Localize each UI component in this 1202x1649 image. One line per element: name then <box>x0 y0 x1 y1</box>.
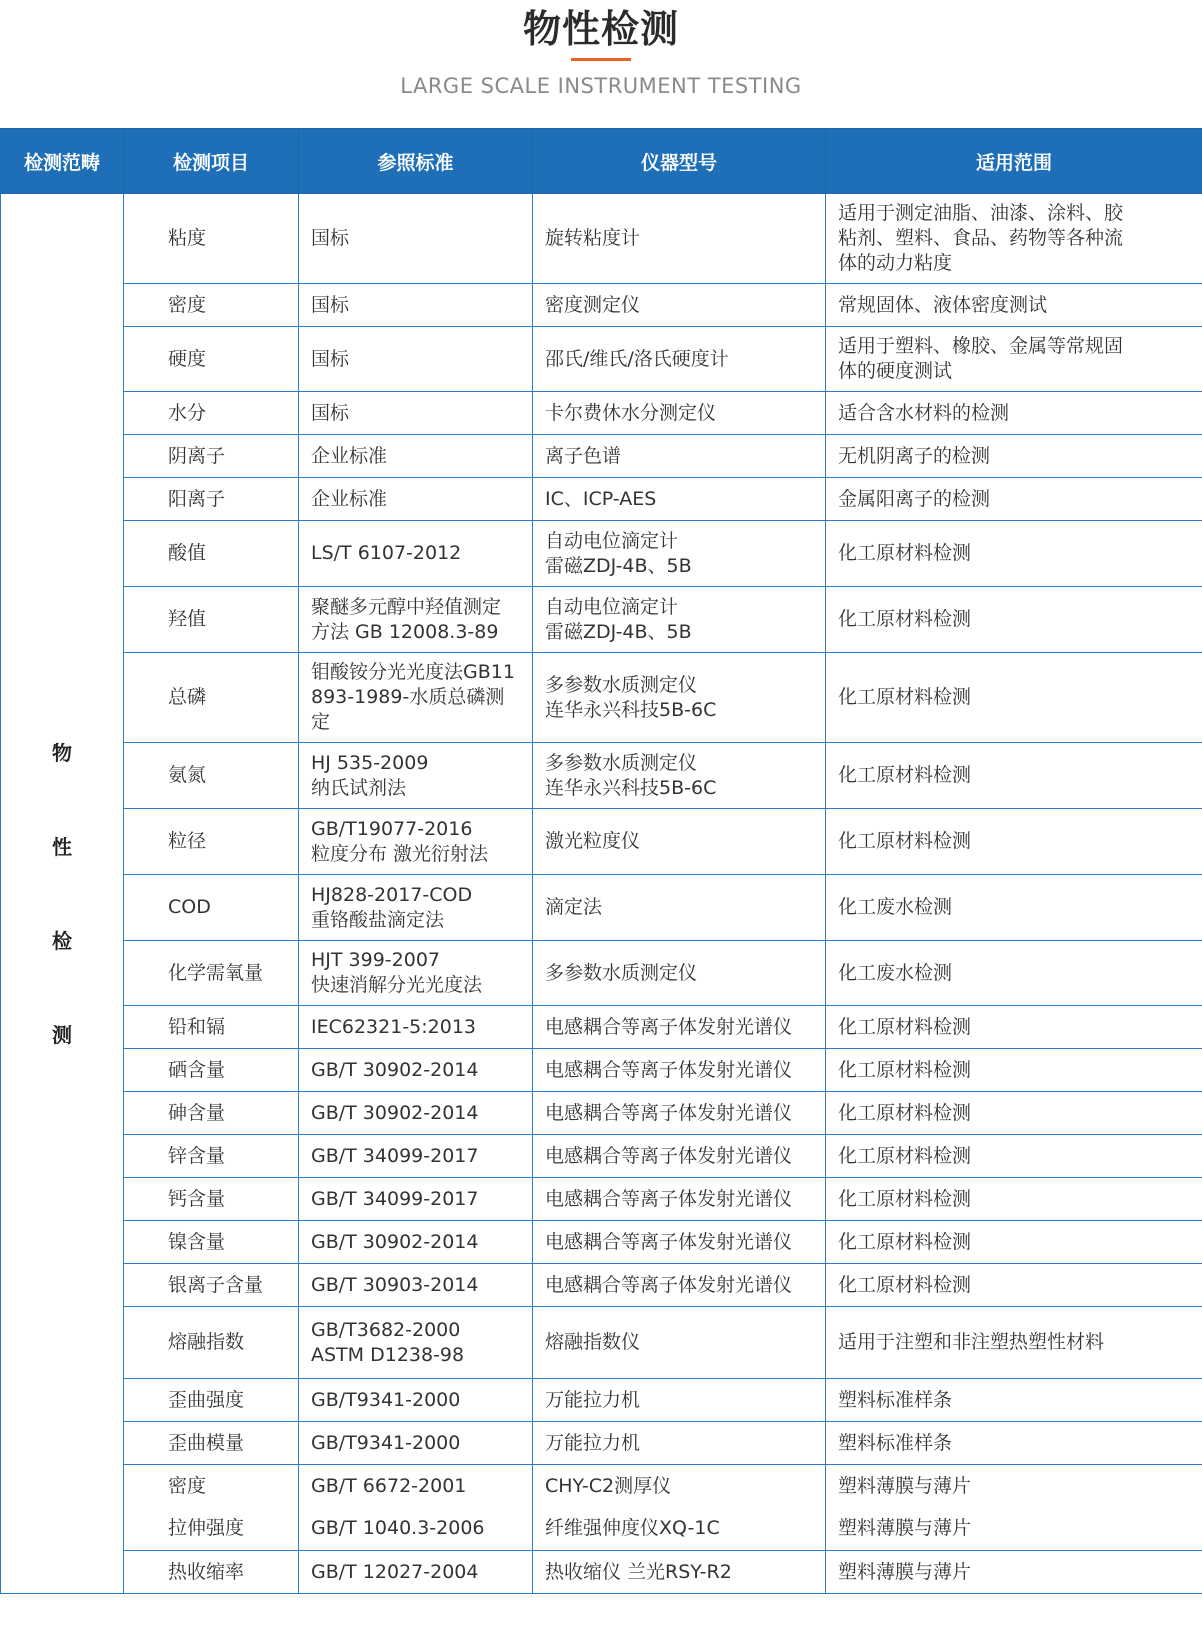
standard-cell-line: GB/T 30902-2014 <box>311 1230 479 1253</box>
table-row <box>1 653 1202 743</box>
item-cell: 歪曲强度 <box>124 1379 299 1422</box>
standard-cell-line: GB/T 1040.3-2006 <box>311 1517 485 1540</box>
standard-cell <box>299 1178 533 1221</box>
standard-cell-line: GB/T 6672-2001 <box>311 1474 467 1497</box>
instrument-cell <box>533 875 826 941</box>
item-cell: 水分 <box>124 392 299 435</box>
category-char: 检 <box>52 928 72 953</box>
scope-cell-line: 适合含水材料的检测 <box>838 401 1010 424</box>
table-row <box>1 743 1202 809</box>
table-row <box>1 194 1202 284</box>
standard-cell-line: GB/T 34099-2017 <box>311 1144 479 1167</box>
scope-cell <box>826 392 1202 435</box>
table-row <box>1 478 1202 521</box>
scope-cell <box>826 521 1202 587</box>
scope-cell-line: 体的动力粘度 <box>838 252 953 274</box>
scope-cell-line: 塑料薄膜与薄片 <box>838 1560 972 1583</box>
scope-cell-line: 化工废水检测 <box>838 961 953 984</box>
item-cell: 羟值 <box>124 587 299 653</box>
standard-cell <box>299 1092 533 1135</box>
item-cell: 阴离子 <box>124 435 299 478</box>
standard-cell-line: 快速消解分光光度法 <box>311 974 483 996</box>
scope-cell <box>826 1264 1202 1307</box>
standard-cell-line: GB/T 30902-2014 <box>311 1101 479 1124</box>
scope-cell <box>826 435 1202 478</box>
instrument-cell-line: 旋转粘度计 <box>545 227 641 249</box>
column-header-scope: 适用范围 <box>826 129 1202 194</box>
standard-cell-line: 国标 <box>311 227 350 249</box>
scope-cell <box>826 809 1202 875</box>
scope-cell-line: 化工废水检测 <box>838 896 953 918</box>
instrument-cell <box>533 941 826 1006</box>
scope-cell <box>826 875 1202 941</box>
scope-cell <box>826 1049 1202 1092</box>
table-row <box>1 1379 1202 1422</box>
table-row <box>1 1422 1202 1465</box>
scope-cell-line: 塑料标准样条 <box>838 1431 953 1454</box>
page-subtitle: LARGE SCALE INSTRUMENT TESTING <box>400 74 802 98</box>
table-row <box>1 1465 1202 1508</box>
instrument-cell-line: 自动电位滴定计 <box>545 595 679 618</box>
table-row <box>1 392 1202 435</box>
instrument-cell-line: 自动电位滴定计 <box>545 529 679 552</box>
instrument-cell <box>533 1379 826 1422</box>
instrument-cell-line: 连华永兴科技5B-6C <box>545 698 717 721</box>
standard-cell-line: GB/T9341-2000 <box>311 1388 461 1411</box>
column-header-category: 检测范畴 <box>1 129 124 194</box>
scope-cell <box>826 941 1202 1006</box>
item-cell: 粒径 <box>124 809 299 875</box>
item-cell: 歪曲模量 <box>124 1422 299 1465</box>
table-row <box>1 1307 1202 1379</box>
scope-cell <box>826 1422 1202 1465</box>
table-row <box>1 521 1202 587</box>
instrument-cell <box>533 1264 826 1307</box>
column-header-standard: 参照标准 <box>299 129 533 194</box>
scope-cell <box>826 1465 1202 1508</box>
instrument-cell-line: 电感耦合等离子体发射光谱仪 <box>545 1101 793 1124</box>
item-cell: 钙含量 <box>124 1178 299 1221</box>
scope-cell-line: 适用于注塑和非注塑热塑性材料 <box>838 1331 1105 1353</box>
standard-cell-line: 方法 GB 12008.3-89 <box>311 620 499 643</box>
instrument-cell <box>533 521 826 587</box>
item-cell: 化学需氧量 <box>124 941 299 1006</box>
table-row <box>1 809 1202 875</box>
standard-cell <box>299 327 533 392</box>
standard-cell <box>299 392 533 435</box>
instrument-cell <box>533 1006 826 1049</box>
item-cell: 密度 <box>124 1465 299 1508</box>
scope-cell <box>826 653 1202 743</box>
scope-cell-line: 化工原材料检测 <box>838 686 972 708</box>
instrument-cell <box>533 194 826 284</box>
instrument-cell-line: 电感耦合等离子体发射光谱仪 <box>545 1058 793 1081</box>
instrument-cell <box>533 809 826 875</box>
table-row <box>1 327 1202 392</box>
instrument-cell-line: 多参数水质测定仪 <box>545 961 698 984</box>
standard-cell <box>299 1307 533 1379</box>
scope-cell <box>826 1379 1202 1422</box>
category-char: 性 <box>52 834 72 859</box>
instrument-cell <box>533 1178 826 1221</box>
standard-cell <box>299 1551 533 1594</box>
item-cell: COD <box>124 875 299 941</box>
table-row <box>1 1135 1202 1178</box>
standard-cell <box>299 809 533 875</box>
category-char: 物 <box>52 740 72 765</box>
scope-cell <box>826 1307 1202 1379</box>
scope-cell <box>826 1092 1202 1135</box>
item-cell: 酸值 <box>124 521 299 587</box>
scope-cell-line: 常规固体、液体密度测试 <box>838 293 1048 316</box>
item-cell: 密度 <box>124 284 299 327</box>
instrument-cell <box>533 743 826 809</box>
instrument-cell-line: 连华永兴科技5B-6C <box>545 776 717 799</box>
scope-cell-line: 化工原材料检测 <box>838 1101 972 1124</box>
scope-cell-line: 适用于塑料、橡胶、金属等常规固 <box>838 335 1124 357</box>
instrument-cell-line: IC、ICP-AES <box>545 487 657 510</box>
column-header-item: 检测项目 <box>124 129 299 194</box>
category-char: 测 <box>52 1022 72 1047</box>
standard-cell-line: 钼酸铵分光光度法GB11 <box>311 661 515 683</box>
instrument-cell <box>533 1551 826 1594</box>
scope-cell-line: 粘剂、塑料、食品、药物等各种流 <box>838 227 1124 249</box>
scope-cell <box>826 587 1202 653</box>
item-cell: 铅和镉 <box>124 1006 299 1049</box>
testing-table <box>0 128 1202 1594</box>
instrument-cell-line: 激光粒度仪 <box>545 830 641 852</box>
standard-cell <box>299 587 533 653</box>
standard-cell-line: 企业标准 <box>311 487 388 510</box>
scope-cell <box>826 1135 1202 1178</box>
table-row <box>1 941 1202 1006</box>
standard-cell <box>299 284 533 327</box>
item-cell: 硬度 <box>124 327 299 392</box>
standard-cell-line: HJ 535-2009 <box>311 751 429 774</box>
instrument-cell <box>533 653 826 743</box>
scope-cell <box>826 478 1202 521</box>
table-row <box>1 1264 1202 1307</box>
instrument-cell <box>533 327 826 392</box>
standard-cell-line: 国标 <box>311 401 350 424</box>
item-cell: 氨氮 <box>124 743 299 809</box>
table-row <box>1 1221 1202 1264</box>
instrument-cell-line: 雷磁ZDJ-4B、5B <box>545 554 692 577</box>
instrument-cell <box>533 1465 826 1508</box>
item-cell: 熔融指数 <box>124 1307 299 1379</box>
instrument-cell <box>533 1221 826 1264</box>
table-row <box>1 1551 1202 1594</box>
standard-cell-line: ASTM D1238-98 <box>311 1343 465 1366</box>
table-header-row <box>1 129 1202 194</box>
instrument-cell-line: 万能拉力机 <box>545 1388 641 1411</box>
table-row <box>1 435 1202 478</box>
instrument-cell-line: 万能拉力机 <box>545 1431 641 1454</box>
scope-cell-line: 塑料标准样条 <box>838 1388 953 1411</box>
item-cell: 总磷 <box>124 653 299 743</box>
scope-cell-line: 化工原材料检测 <box>838 608 972 630</box>
table-row <box>1 1508 1202 1551</box>
instrument-cell <box>533 1508 826 1551</box>
standard-cell <box>299 478 533 521</box>
instrument-cell-line: 电感耦合等离子体发射光谱仪 <box>545 1144 793 1167</box>
table-row <box>1 1178 1202 1221</box>
standard-cell-line: 粒度分布 激光衍射法 <box>311 842 489 865</box>
standard-cell-line: GB/T3682-2000 <box>311 1318 461 1341</box>
item-cell: 镍含量 <box>124 1221 299 1264</box>
scope-cell-line: 化工原材料检测 <box>838 542 972 564</box>
scope-cell-line: 塑料薄膜与薄片 <box>838 1474 972 1497</box>
scope-cell <box>826 1006 1202 1049</box>
scope-cell-line: 化工原材料检测 <box>838 1273 972 1296</box>
scope-cell <box>826 1178 1202 1221</box>
page-header <box>0 0 1202 125</box>
standard-cell <box>299 875 533 941</box>
item-cell: 砷含量 <box>124 1092 299 1135</box>
standard-cell-line: GB/T 34099-2017 <box>311 1187 479 1210</box>
instrument-cell <box>533 587 826 653</box>
scope-cell <box>826 194 1202 284</box>
table-row <box>1 1092 1202 1135</box>
standard-cell-line: 聚醚多元醇中羟值测定 <box>311 595 502 618</box>
standard-cell-line: GB/T 30903-2014 <box>311 1273 479 1296</box>
standard-cell <box>299 743 533 809</box>
instrument-cell <box>533 392 826 435</box>
instrument-cell-line: 热收缩仪 兰光RSY-R2 <box>545 1560 732 1583</box>
standard-cell-line: GB/T9341-2000 <box>311 1431 461 1454</box>
instrument-cell <box>533 1422 826 1465</box>
instrument-cell <box>533 435 826 478</box>
standard-cell <box>299 435 533 478</box>
table-body <box>1 194 1202 1594</box>
instrument-cell-line: 滴定法 <box>545 896 603 918</box>
scope-cell-line: 化工原材料检测 <box>838 1187 972 1210</box>
standard-cell-line: 893-1989-水质总磷测定 <box>311 686 505 733</box>
standard-cell <box>299 1049 533 1092</box>
scope-cell <box>826 1221 1202 1264</box>
scope-cell-line: 金属阳离子的检测 <box>838 487 991 510</box>
scope-cell-line: 塑料薄膜与薄片 <box>838 1517 972 1540</box>
standard-cell <box>299 1264 533 1307</box>
standard-cell <box>299 1006 533 1049</box>
table-row <box>1 875 1202 941</box>
scope-cell-line: 化工原材料检测 <box>838 1015 972 1038</box>
item-cell: 银离子含量 <box>124 1264 299 1307</box>
instrument-cell-line: 雷磁ZDJ-4B、5B <box>545 620 692 643</box>
instrument-cell <box>533 1307 826 1379</box>
instrument-cell <box>533 1135 826 1178</box>
standard-cell-line: GB/T 12027-2004 <box>311 1560 479 1583</box>
scope-cell-line: 化工原材料检测 <box>838 1144 972 1167</box>
scope-cell-line: 化工原材料检测 <box>838 1058 972 1081</box>
item-cell: 锌含量 <box>124 1135 299 1178</box>
instrument-cell-line: 电感耦合等离子体发射光谱仪 <box>545 1015 793 1038</box>
standard-cell-line: GB/T 30902-2014 <box>311 1058 479 1081</box>
scope-cell-line: 化工原材料检测 <box>838 764 972 786</box>
instrument-cell-line: 纤维强伸度仪XQ-1C <box>545 1517 720 1540</box>
instrument-cell-line: 多参数水质测定仪 <box>545 751 698 774</box>
instrument-cell-line: 卡尔费休水分测定仪 <box>545 401 717 424</box>
standard-cell <box>299 194 533 284</box>
instrument-cell-line: 多参数水质测定仪 <box>545 673 698 696</box>
standard-cell-line: HJ828-2017-COD <box>311 883 473 906</box>
instrument-cell-line: 密度测定仪 <box>545 293 641 316</box>
instrument-cell-line: 电感耦合等离子体发射光谱仪 <box>545 1273 793 1296</box>
category-cell <box>1 194 124 1594</box>
instrument-cell-line: 邵氏/维氏/洛氏硬度计 <box>545 347 729 370</box>
scope-cell <box>826 284 1202 327</box>
standard-cell-line: 国标 <box>311 347 350 370</box>
instrument-cell <box>533 1049 826 1092</box>
standard-cell <box>299 653 533 743</box>
table-row <box>1 284 1202 327</box>
scope-cell <box>826 743 1202 809</box>
scope-cell-line: 无机阴离子的检测 <box>838 444 991 467</box>
standard-cell <box>299 521 533 587</box>
instrument-cell <box>533 1092 826 1135</box>
table-row <box>1 587 1202 653</box>
scope-cell <box>826 327 1202 392</box>
item-cell: 拉伸强度 <box>124 1508 299 1551</box>
item-cell: 粘度 <box>124 194 299 284</box>
standard-cell-line: LS/T 6107-2012 <box>311 542 462 564</box>
table-row <box>1 1006 1202 1049</box>
standard-cell <box>299 941 533 1006</box>
standard-cell <box>299 1135 533 1178</box>
instrument-cell-line: CHY-C2测厚仪 <box>545 1474 672 1497</box>
item-cell: 阳离子 <box>124 478 299 521</box>
standard-cell-line: 纳氏试剂法 <box>311 776 407 799</box>
item-cell: 热收缩率 <box>124 1551 299 1594</box>
instrument-cell-line: 离子色谱 <box>545 444 622 467</box>
table-row <box>1 1049 1202 1092</box>
page-title: 物性检测 <box>522 7 679 51</box>
column-header-instrument: 仪器型号 <box>533 129 826 194</box>
standard-cell <box>299 1422 533 1465</box>
standard-cell-line: HJT 399-2007 <box>311 949 441 971</box>
standard-cell <box>299 1379 533 1422</box>
instrument-cell <box>533 478 826 521</box>
standard-cell <box>299 1508 533 1551</box>
instrument-cell <box>533 284 826 327</box>
scope-cell-line: 适用于测定油脂、油漆、涂料、胶 <box>838 202 1124 224</box>
title-divider <box>571 58 631 61</box>
instrument-cell-line: 熔融指数仪 <box>545 1331 641 1353</box>
standard-cell <box>299 1221 533 1264</box>
standard-cell-line: 国标 <box>311 293 350 316</box>
scope-cell-line: 化工原材料检测 <box>838 1230 972 1253</box>
item-cell: 硒含量 <box>124 1049 299 1092</box>
standard-cell-line: 企业标准 <box>311 444 388 467</box>
instrument-cell-line: 电感耦合等离子体发射光谱仪 <box>545 1230 793 1253</box>
scope-cell <box>826 1551 1202 1594</box>
standard-cell-line: GB/T19077-2016 <box>311 817 473 840</box>
standard-cell-line: IEC62321-5:2013 <box>311 1015 477 1038</box>
instrument-cell-line: 电感耦合等离子体发射光谱仪 <box>545 1187 793 1210</box>
scope-cell <box>826 1508 1202 1551</box>
scope-cell-line: 体的硬度测试 <box>838 360 953 382</box>
standard-cell-line: 重铬酸盐滴定法 <box>311 908 445 931</box>
standard-cell <box>299 1465 533 1508</box>
scope-cell-line: 化工原材料检测 <box>838 830 972 852</box>
